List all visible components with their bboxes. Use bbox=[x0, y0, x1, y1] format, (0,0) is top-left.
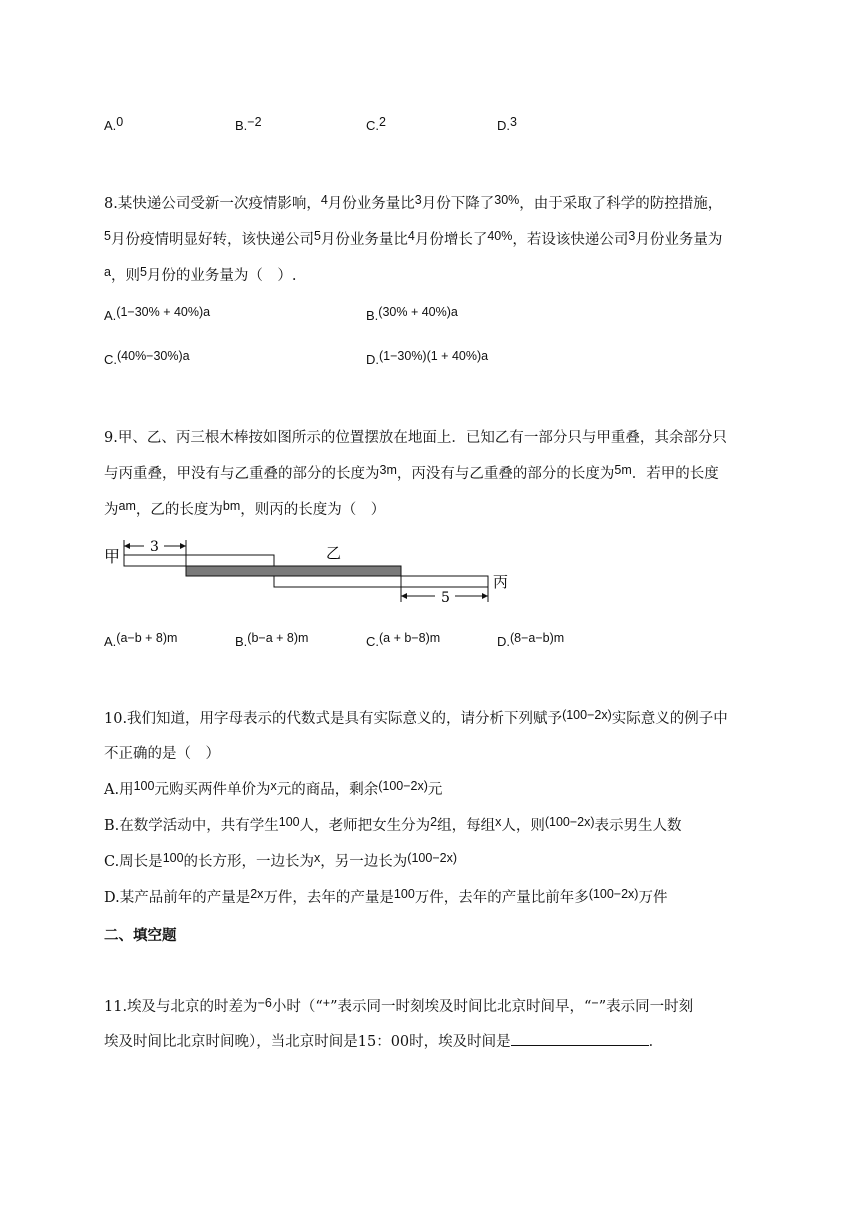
option-label: B. bbox=[235, 118, 248, 133]
arrow-left bbox=[401, 593, 407, 599]
q11-stem-line-1: 11.埃及与北京的时差为−6小时（“+”表示同一时刻埃及时间比北京时间早，“−”表示同一时刻 bbox=[104, 996, 694, 1015]
option-label: A. bbox=[104, 118, 117, 133]
q10-stem-line-2: 不正确的是（ ） bbox=[104, 746, 220, 762]
q10-option-d: D.某产品前年的产量是2x万件，去年的产量是100万件，去年的产量比前年多(100−2x)万件 bbox=[104, 887, 668, 906]
q8-option-b: B.(30% + 40%)a bbox=[366, 305, 458, 323]
option-label: C. bbox=[366, 118, 379, 133]
q9-stem-line-1: 9.甲、乙、丙三根木棒按如图所示的位置摆放在地面上．已知乙有一部分只与甲重叠，其余部分只 bbox=[104, 430, 727, 446]
q8-option-d: D.(1−30%)(1 + 40%)a bbox=[366, 349, 489, 367]
stick-yi bbox=[186, 566, 401, 576]
section-title-fill-in: 二、填空题 bbox=[104, 928, 177, 944]
q8-stem-line-2: 5月份疫情明显好转，该快递公司5月份业务量比4月份增长了40%，若设该快递公司3月份业务量为 bbox=[104, 229, 723, 248]
q10-option-c: C.周长是100的长方形，一边长为x，另一边长为(100−2x) bbox=[104, 851, 457, 870]
dim-right-label: 5 bbox=[441, 590, 450, 606]
q11-stem-line-2: 埃及时间比北京时间晚），当北京时间是15：00时，埃及时间是 ． bbox=[104, 1031, 663, 1053]
answer-blank[interactable] bbox=[511, 1031, 649, 1046]
q10-option-a: A.用100元购买两件单价为x元的商品，剩余(100−2x)元 bbox=[104, 779, 443, 798]
dim-left-label: 3 bbox=[150, 539, 159, 555]
option-label: D. bbox=[497, 118, 510, 133]
q9-option-a: A.(a−b + 8)m bbox=[104, 631, 178, 649]
q7-option-c bbox=[366, 115, 386, 134]
stick-bing bbox=[274, 576, 488, 587]
label-yi: 乙 bbox=[326, 544, 342, 562]
option-value: 0 bbox=[116, 115, 124, 129]
q9-stem-line-3: 为am，乙的长度为bm，则丙的长度为（ ） bbox=[104, 499, 386, 518]
q8-option-c: C.(40%−30%)a bbox=[104, 349, 190, 367]
q9-option-b: B.(b−a + 8)m bbox=[235, 631, 309, 649]
label-jia: 甲 bbox=[104, 547, 121, 566]
option-value: 2 bbox=[379, 115, 386, 129]
arrow-right bbox=[482, 593, 488, 599]
q8-option-a: A.(1−30% + 40%)a bbox=[104, 305, 211, 323]
q7-option-a bbox=[104, 115, 124, 134]
option-value: −2 bbox=[247, 115, 262, 129]
q10-option-b: B.在数学活动中，共有学生100人，老师把女生分为2组，每组x人，则(100−2x)表示男生人数 bbox=[104, 815, 682, 834]
q10-stem-line-1: 10.我们知道，用字母表示的代数式是具有实际意义的，请分析下列赋予(100−2x)实际意义的例子中 bbox=[104, 708, 728, 727]
q9-stem-line-2: 与丙重叠，甲没有与乙重叠的部分的长度为3m，丙没有与乙重叠的部分的长度为5m．若甲的长度 bbox=[104, 463, 719, 482]
q8-stem-line-1: 8.某快递公司受新一次疫情影响，4月份业务量比3月份下降了30%，由于采取了科学的防控措施， bbox=[104, 193, 723, 212]
option-value: 3 bbox=[510, 115, 517, 129]
label-bing: 丙 bbox=[493, 573, 509, 591]
q9-option-d: D.(8−a−b)m bbox=[497, 631, 565, 649]
q7-option-b bbox=[235, 115, 262, 134]
q8-stem-line-3: a，则5月份的业务量为（ ）. bbox=[104, 265, 297, 284]
stick-jia bbox=[124, 555, 274, 566]
arrow-right bbox=[180, 543, 186, 549]
q9-option-c: C.(a + b−8)m bbox=[366, 631, 441, 649]
q7-option-d bbox=[497, 115, 517, 134]
q9-stick-figure bbox=[100, 536, 520, 608]
arrow-left bbox=[124, 543, 130, 549]
